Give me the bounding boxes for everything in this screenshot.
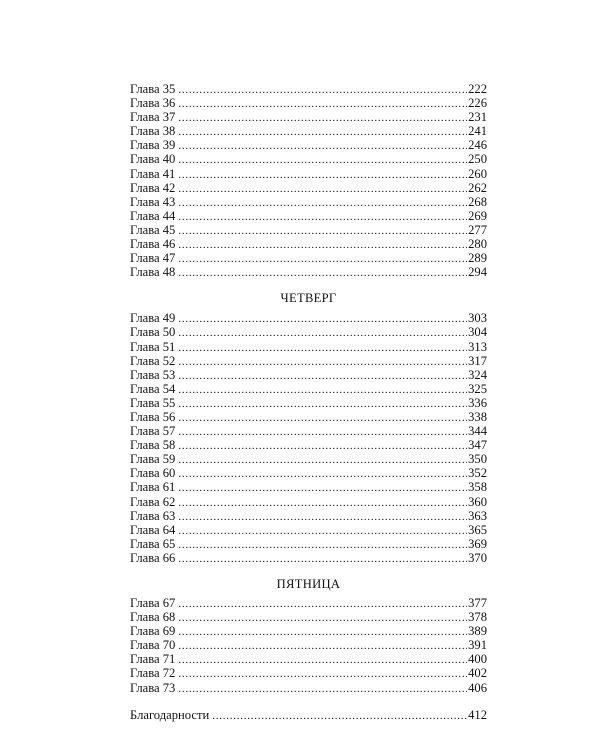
dot-leader xyxy=(178,411,467,425)
dot-leader xyxy=(178,496,467,510)
dot-leader xyxy=(178,453,467,467)
dot-leader xyxy=(178,196,467,210)
toc-entry-label: Глава 69 xyxy=(130,624,176,639)
toc-entry-page: 347 xyxy=(468,438,487,453)
toc-group xyxy=(130,311,487,565)
toc-entry-label: Благодарности xyxy=(130,707,210,722)
toc-entry-page: 313 xyxy=(468,339,487,354)
dot-leader xyxy=(178,639,467,653)
dot-leader xyxy=(178,182,467,196)
toc-entry-label: Глава 45 xyxy=(130,222,176,237)
toc-entry[interactable] xyxy=(130,466,487,480)
toc-entry[interactable] xyxy=(130,438,487,452)
toc-entry[interactable] xyxy=(130,325,487,339)
toc-entry-label: Глава 50 xyxy=(130,325,176,340)
dot-leader xyxy=(178,238,467,252)
toc-entry-page: 268 xyxy=(468,194,487,209)
toc-entry-label: Глава 36 xyxy=(130,96,176,111)
toc-entry-label: Глава 47 xyxy=(130,251,176,266)
toc-entry-label: Глава 43 xyxy=(130,194,176,209)
toc-entry[interactable] xyxy=(130,354,487,368)
toc-entry-page: 260 xyxy=(468,166,487,181)
toc-entry-label: Глава 40 xyxy=(130,152,176,167)
toc-entry-page: 344 xyxy=(468,424,487,439)
toc-entry[interactable] xyxy=(130,382,487,396)
toc-entry-label: Глава 53 xyxy=(130,367,176,382)
toc-entry[interactable] xyxy=(130,82,487,96)
section-heading-thursday: ЧЕТВЕРГ xyxy=(280,291,337,306)
dot-leader xyxy=(178,383,467,397)
dot-leader xyxy=(178,467,467,481)
toc-entry[interactable] xyxy=(130,666,487,680)
toc-entry-page: 406 xyxy=(468,680,487,695)
toc-entry[interactable] xyxy=(130,265,487,279)
dot-leader xyxy=(178,312,467,326)
dot-leader xyxy=(178,139,467,153)
dot-leader xyxy=(178,97,467,111)
toc-entry-page: 317 xyxy=(468,353,487,368)
toc-entry-page: 226 xyxy=(468,96,487,111)
toc-entry-label: Глава 52 xyxy=(130,353,176,368)
toc-entry[interactable] xyxy=(130,340,487,354)
toc-entry-label: Глава 46 xyxy=(130,237,176,252)
toc-entry[interactable] xyxy=(130,368,487,382)
toc-entry[interactable] xyxy=(130,523,487,537)
toc-entry[interactable] xyxy=(130,681,487,695)
dot-leader xyxy=(178,125,467,139)
toc-entry-label: Глава 39 xyxy=(130,138,176,153)
toc-entry-page: 277 xyxy=(468,222,487,237)
toc-entry-acknowledgements[interactable] xyxy=(130,708,487,722)
toc-entry[interactable] xyxy=(130,452,487,466)
dot-leader xyxy=(178,326,467,340)
toc-entry-page: 391 xyxy=(468,638,487,653)
toc-entry[interactable] xyxy=(130,138,487,152)
toc-entry-label: Глава 44 xyxy=(130,208,176,223)
toc-entry[interactable] xyxy=(130,223,487,237)
toc-entry-label: Глава 65 xyxy=(130,536,176,551)
toc-entry-page: 369 xyxy=(468,536,487,551)
toc-entry-page: 370 xyxy=(468,550,487,565)
toc-entry-page: 294 xyxy=(468,265,487,280)
toc-entry-label: Глава 37 xyxy=(130,110,176,125)
toc-entry[interactable] xyxy=(130,209,487,223)
toc-entry-page: 352 xyxy=(468,466,487,481)
toc-entry-label: Глава 73 xyxy=(130,680,176,695)
toc-entry-label: Глава 72 xyxy=(130,666,176,681)
toc-entry[interactable] xyxy=(130,237,487,251)
toc-group xyxy=(130,82,487,279)
toc-entry-label: Глава 56 xyxy=(130,409,176,424)
toc-entry[interactable] xyxy=(130,495,487,509)
toc-entry-page: 365 xyxy=(468,522,487,537)
dot-leader xyxy=(178,510,467,524)
section-heading-friday: ПЯТНИЦА xyxy=(276,577,341,591)
dot-leader xyxy=(178,153,467,167)
toc-group xyxy=(130,596,487,695)
toc-entry-page: 250 xyxy=(468,152,487,167)
dot-leader xyxy=(178,224,467,238)
toc-entry-page: 324 xyxy=(468,367,487,382)
dot-leader xyxy=(178,252,467,266)
toc-entry-page: 262 xyxy=(468,180,487,195)
toc-entry-page: 280 xyxy=(468,237,487,252)
dot-leader xyxy=(178,682,467,696)
toc-entry[interactable] xyxy=(130,652,487,666)
toc-entry[interactable] xyxy=(130,110,487,124)
toc-entry-page: 304 xyxy=(468,325,487,340)
toc-entry[interactable] xyxy=(130,638,487,652)
toc-entry-page: 289 xyxy=(468,251,487,266)
toc-entry-label: Глава 41 xyxy=(130,166,176,181)
toc-entry-page: 412 xyxy=(468,707,487,722)
toc-entry-page: 377 xyxy=(468,596,487,610)
toc-entry-page: 389 xyxy=(468,624,487,639)
toc-entry[interactable] xyxy=(130,424,487,438)
toc-entry-label: Глава 49 xyxy=(130,311,176,326)
toc-entry[interactable] xyxy=(130,624,487,638)
toc-entry-page: 269 xyxy=(468,208,487,223)
dot-leader xyxy=(212,709,467,723)
toc-entry[interactable] xyxy=(130,509,487,523)
toc-entry[interactable] xyxy=(130,251,487,265)
toc-entry-page: 400 xyxy=(468,652,487,667)
dot-leader xyxy=(178,439,467,453)
toc-entry[interactable] xyxy=(130,610,487,624)
toc-entry-label: Глава 38 xyxy=(130,124,176,139)
toc-entry-page: 358 xyxy=(468,480,487,495)
toc-entry-page: 363 xyxy=(468,508,487,523)
dot-leader xyxy=(178,355,467,369)
dot-leader xyxy=(178,667,467,681)
toc-entry-label: Глава 60 xyxy=(130,466,176,481)
toc-entry-label: Глава 67 xyxy=(130,596,176,610)
toc-entry[interactable] xyxy=(130,537,487,551)
dot-leader xyxy=(178,653,467,667)
dot-leader xyxy=(178,625,467,639)
toc-entry[interactable] xyxy=(130,124,487,138)
toc-entry-label: Глава 68 xyxy=(130,610,176,625)
toc-entry[interactable] xyxy=(130,181,487,195)
dot-leader xyxy=(178,341,467,355)
dot-leader xyxy=(178,481,467,495)
toc-entry-label: Глава 42 xyxy=(130,180,176,195)
dot-leader xyxy=(178,266,467,280)
toc-entry[interactable] xyxy=(130,152,487,166)
dot-leader xyxy=(178,210,467,224)
toc-entry[interactable] xyxy=(130,311,487,325)
dot-leader xyxy=(178,597,467,611)
dot-leader xyxy=(178,83,467,97)
toc-entry-page: 241 xyxy=(468,124,487,139)
dot-leader xyxy=(178,524,467,538)
dot-leader xyxy=(178,111,467,125)
toc-entry-page: 378 xyxy=(468,610,487,625)
toc-entry-label: Глава 51 xyxy=(130,339,176,354)
dot-leader xyxy=(178,397,467,411)
toc-entry-page: 222 xyxy=(468,82,487,96)
toc-entry-page: 231 xyxy=(468,110,487,125)
toc-entry-page: 350 xyxy=(468,452,487,467)
toc-entry-label: Глава 57 xyxy=(130,424,176,439)
toc-entry[interactable] xyxy=(130,410,487,424)
toc-entry[interactable] xyxy=(130,396,487,410)
toc-entry-label: Глава 59 xyxy=(130,452,176,467)
table-of-contents xyxy=(130,82,487,722)
dot-leader xyxy=(178,611,467,625)
toc-entry-page: 338 xyxy=(468,409,487,424)
toc-entry[interactable] xyxy=(130,167,487,181)
toc-entry-label: Глава 58 xyxy=(130,438,176,453)
toc-entry-page: 325 xyxy=(468,381,487,396)
toc-entry-label: Глава 62 xyxy=(130,494,176,509)
toc-entry-page: 303 xyxy=(468,311,487,326)
toc-entry[interactable] xyxy=(130,96,487,110)
dot-leader xyxy=(178,168,467,182)
toc-entry-label: Глава 70 xyxy=(130,638,176,653)
toc-entry-label: Глава 54 xyxy=(130,381,176,396)
toc-entry[interactable] xyxy=(130,596,487,610)
toc-entry[interactable] xyxy=(130,195,487,209)
toc-entry-page: 360 xyxy=(468,494,487,509)
toc-entry-label: Глава 35 xyxy=(130,82,176,96)
dot-leader xyxy=(178,552,467,566)
dot-leader xyxy=(178,538,467,552)
toc-entry-label: Глава 61 xyxy=(130,480,176,495)
toc-entry[interactable] xyxy=(130,480,487,494)
toc-entry-label: Глава 55 xyxy=(130,395,176,410)
toc-entry-label: Глава 48 xyxy=(130,265,176,280)
toc-entry-label: Глава 66 xyxy=(130,550,176,565)
dot-leader xyxy=(178,369,467,383)
toc-entry-page: 402 xyxy=(468,666,487,681)
toc-entry-page: 246 xyxy=(468,138,487,153)
toc-entry-label: Глава 71 xyxy=(130,652,176,667)
toc-entry[interactable] xyxy=(130,551,487,565)
toc-entry-label: Глава 63 xyxy=(130,508,176,523)
toc-entry-page: 336 xyxy=(468,395,487,410)
toc-entry-label: Глава 64 xyxy=(130,522,176,537)
dot-leader xyxy=(178,425,467,439)
